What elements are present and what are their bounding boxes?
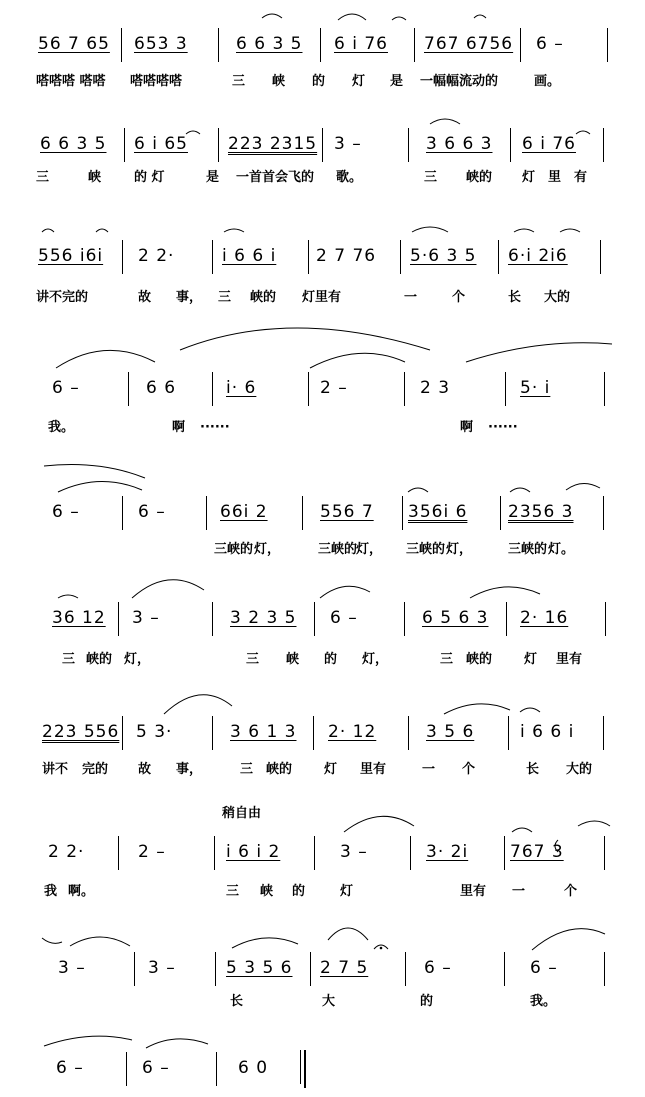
measure-notes: 6 –	[330, 608, 358, 628]
barline	[603, 716, 604, 750]
lyric: 灯，	[254, 542, 281, 557]
measure-notes: 6 i 76	[522, 134, 576, 154]
lyric: ······	[200, 420, 230, 435]
lyric: 灯，	[446, 542, 473, 557]
lyric: 长	[526, 762, 540, 777]
barline	[322, 128, 323, 162]
measure-notes: 2· 16	[520, 608, 569, 628]
barline	[402, 496, 403, 530]
barline	[505, 372, 506, 406]
lyric: 个	[462, 762, 476, 777]
measure-6-notes: 6 –	[536, 34, 564, 54]
measure-notes: 3 –	[334, 134, 362, 154]
lyric: 里有	[360, 762, 387, 777]
measure-notes: 2 –	[320, 378, 348, 398]
measure-notes: 223 556	[42, 722, 120, 742]
measure-notes: 6·i 2i6	[508, 246, 568, 266]
lyric: 峡	[260, 884, 274, 899]
measure-notes: 556 7	[320, 502, 374, 522]
lyric: 事，	[176, 762, 203, 777]
measure-notes: 6 –	[52, 378, 80, 398]
barline	[405, 952, 406, 986]
measure-notes: 2 2·	[48, 842, 85, 862]
measure-notes: i 6 6 i	[520, 722, 575, 742]
barline	[607, 28, 608, 62]
measure-notes: 66i 2	[220, 502, 268, 522]
lyric: 讲不完的	[36, 290, 89, 305]
barline	[498, 240, 499, 274]
measure-notes: 2 3	[420, 378, 451, 398]
lyric: 大的	[566, 762, 593, 777]
measure-2-notes: 653 3	[134, 34, 188, 54]
barline	[212, 372, 213, 406]
lyric: 的	[292, 884, 306, 899]
barline	[404, 602, 405, 636]
lyric: 三	[226, 884, 240, 899]
barline	[408, 716, 409, 750]
lyric: 啊。	[68, 884, 95, 899]
barline	[122, 716, 123, 750]
lyric: 灯	[522, 170, 536, 185]
measure-notes: 5· i	[520, 378, 551, 398]
measure-1-notes: 56 7 65	[38, 34, 110, 54]
barline	[604, 836, 605, 870]
barline	[134, 952, 135, 986]
lyric: 一	[404, 290, 418, 305]
barline	[310, 952, 311, 986]
tempo-marking: 稍自由	[222, 806, 262, 821]
barline	[605, 602, 606, 636]
lyric: 灯	[324, 762, 338, 777]
barline	[400, 240, 401, 274]
lyric: 嗒嗒嗒 嗒嗒	[36, 74, 106, 89]
lyric: ······	[488, 420, 518, 435]
lyric: 峡的	[86, 652, 113, 667]
lyric: 个	[452, 290, 466, 305]
barline	[504, 952, 505, 986]
lyric: 三	[62, 652, 76, 667]
measure-notes: 6 –	[138, 502, 166, 522]
lyric: 啊	[172, 420, 186, 435]
measure-notes: 2 7 76	[316, 246, 377, 266]
lyric: 嗒嗒嗒嗒	[130, 74, 183, 89]
barline	[206, 496, 207, 530]
lyric: 故	[138, 290, 152, 305]
barline	[604, 372, 605, 406]
lyric: 一幅幅流动的	[420, 74, 499, 89]
barline	[308, 240, 309, 274]
barline	[308, 372, 309, 406]
lyric: 灯，	[124, 652, 151, 667]
lyric: 三	[424, 170, 438, 185]
lyric: 我。	[530, 994, 557, 1009]
measure-notes: 6 –	[52, 502, 80, 522]
barline	[504, 836, 505, 870]
measure-notes: 6 5 6 3	[422, 608, 489, 628]
measure-notes: i 6 i 2	[226, 842, 281, 862]
measure-notes: 2 7 5	[320, 958, 369, 978]
barline	[118, 602, 119, 636]
measure-notes: 3 6 6 3	[426, 134, 493, 154]
lyric: 灯，	[356, 542, 383, 557]
measure-notes: 2 –	[138, 842, 166, 862]
measure-notes: 5 3 5 6	[226, 958, 293, 978]
measure-notes: 2356 3	[508, 502, 574, 522]
barline	[603, 496, 604, 530]
lyric: 的	[420, 994, 434, 1009]
lyric: 的	[312, 74, 326, 89]
barline	[124, 128, 125, 162]
lyric: 啊	[460, 420, 474, 435]
lyric: 画。	[534, 74, 561, 89]
barline	[118, 836, 119, 870]
measure-notes: 556 i6i	[38, 246, 104, 266]
barline	[600, 240, 601, 274]
lyric: 的 灯	[134, 170, 165, 185]
barline	[500, 496, 501, 530]
measure-notes: 2 2·	[138, 246, 175, 266]
lyric: 里有	[460, 884, 487, 899]
measure-notes: 6 i 65	[134, 134, 188, 154]
measure-5-notes: 767 6756	[424, 34, 514, 54]
measure-notes: 6 0	[238, 1058, 269, 1078]
final-barline-thin	[300, 1050, 301, 1084]
lyric: 三	[218, 290, 232, 305]
barline	[302, 496, 303, 530]
lyric: 是	[206, 170, 220, 185]
lyric: 里有	[556, 652, 583, 667]
measure-notes: 3· 2i	[426, 842, 469, 862]
lyric: 一	[512, 884, 526, 899]
barline	[510, 128, 511, 162]
measure-notes: 767 3	[510, 842, 564, 862]
barline	[603, 128, 604, 162]
barline	[122, 240, 123, 274]
lyric: 三峡的	[508, 542, 548, 557]
lyric: 三	[246, 652, 260, 667]
lyric: 我	[44, 884, 58, 899]
measure-notes: 6 6	[146, 378, 177, 398]
lyric: 灯，	[362, 652, 389, 667]
lyric: 峡	[286, 652, 300, 667]
lyric: 三	[36, 170, 50, 185]
barline	[314, 836, 315, 870]
measure-notes: 5·6 3 5	[410, 246, 477, 266]
barline	[215, 952, 216, 986]
measure-notes: 6 –	[56, 1058, 84, 1078]
measure-notes: 6 –	[424, 958, 452, 978]
lyric: 一首首会飞的	[236, 170, 315, 185]
barline	[404, 372, 405, 406]
lyric: 灯	[524, 652, 538, 667]
barline	[122, 496, 123, 530]
lyric: 长	[230, 994, 244, 1009]
lyric: 大	[322, 994, 336, 1009]
lyric: 长	[508, 290, 522, 305]
measure-notes: 3 –	[148, 958, 176, 978]
lyric: 里	[548, 170, 562, 185]
lyric: 三峡的	[406, 542, 446, 557]
measure-notes: 6 –	[530, 958, 558, 978]
lyric: 灯。	[548, 542, 575, 557]
measure-notes: 3 –	[340, 842, 368, 862]
measure-3-notes: 6 6 3 5	[236, 34, 303, 54]
lyric: 我。	[48, 420, 75, 435]
barline	[218, 128, 219, 162]
measure-notes: 3 6 1 3	[230, 722, 297, 742]
barline	[216, 1052, 217, 1086]
lyric: 三	[240, 762, 254, 777]
barline	[214, 836, 215, 870]
measure-notes: 223 2315	[228, 134, 318, 154]
lyric: 三	[232, 74, 246, 89]
measure-notes: 6 –	[142, 1058, 170, 1078]
barline	[121, 28, 122, 62]
lyric: 三峡的	[214, 542, 254, 557]
lyric: 有	[574, 170, 588, 185]
measure-notes: 3 2 3 5	[230, 608, 297, 628]
lyric: 灯	[340, 884, 354, 899]
barline	[128, 372, 129, 406]
lyric: 讲不	[42, 762, 69, 777]
barline	[126, 1052, 127, 1086]
lyric: 故	[138, 762, 152, 777]
lyric: 一	[422, 762, 436, 777]
measure-notes: i 6 6 i	[222, 246, 277, 266]
measure-notes: 3 –	[58, 958, 86, 978]
measure-4-notes: 6 i 76	[334, 34, 388, 54]
lyric: 歌。	[336, 170, 363, 185]
lyric: 峡的	[266, 762, 293, 777]
lyric: 大的	[544, 290, 571, 305]
measure-notes: 356i 6	[408, 502, 468, 522]
lyric: 峡	[272, 74, 286, 89]
lyric: 峡的	[466, 170, 493, 185]
measure-notes: 6 6 3 5	[40, 134, 107, 154]
lyric: 峡的	[250, 290, 277, 305]
barline	[408, 128, 409, 162]
barline	[508, 716, 509, 750]
barline	[313, 716, 314, 750]
measure-notes: 2· 12	[328, 722, 377, 742]
measure-notes: 3 –	[132, 608, 160, 628]
lyric: 三	[440, 652, 454, 667]
barline	[604, 952, 605, 986]
measure-notes: 5 3·	[136, 722, 173, 742]
barline	[506, 602, 507, 636]
lyric: 灯里有	[302, 290, 342, 305]
barline	[320, 28, 321, 62]
lyric: 灯	[352, 74, 366, 89]
lyric: 三峡的	[318, 542, 358, 557]
lyric: 个	[564, 884, 578, 899]
lyric: 是	[390, 74, 404, 89]
barline	[212, 602, 213, 636]
barline	[314, 602, 315, 636]
measure-notes: 3 5 6	[426, 722, 475, 742]
barline	[414, 28, 415, 62]
barline	[212, 240, 213, 274]
measure-notes: i· 6	[226, 378, 257, 398]
measure-notes: 36 12	[52, 608, 106, 628]
lyric: 峡	[88, 170, 102, 185]
barline	[212, 716, 213, 750]
lyric: 完的	[82, 762, 109, 777]
lyric: 峡的	[466, 652, 493, 667]
lyric: 事，	[176, 290, 203, 305]
final-barline-thick	[304, 1050, 306, 1088]
barline	[218, 28, 219, 62]
barline	[410, 836, 411, 870]
barline	[520, 28, 521, 62]
lyric: 的	[324, 652, 338, 667]
